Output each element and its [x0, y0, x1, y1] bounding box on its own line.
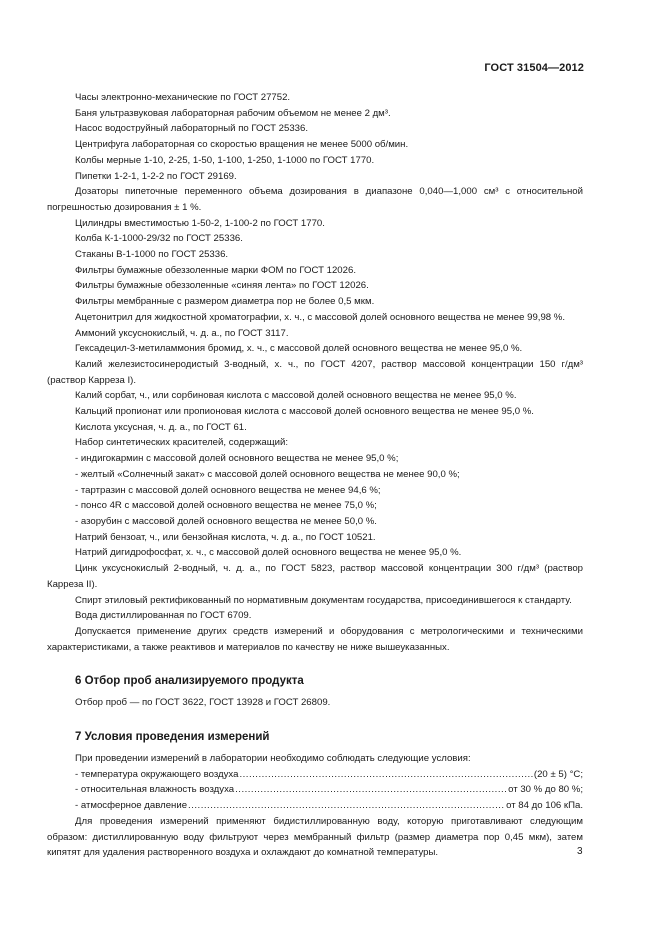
- paragraph: Отбор проб — по ГОСТ 3622, ГОСТ 13928 и ГОСТ 26809.: [75, 697, 331, 709]
- section-6-heading: 6 Отбор проб анализируемого продукта: [75, 675, 304, 688]
- paragraph: Насос водоструйный лабораторный по ГОСТ 25336.: [75, 123, 308, 135]
- paragraph: Для проведения измерений применяют бидистиллированную воду, которую приготавливают следующим образом: дистиллированную воду фильтруют через мембранный фильтр (размер диаметра пор 0,45 мкм), затем кипятят для удаления растворенного воздуха и охлаждают до комнатной температуры.: [47, 815, 583, 859]
- condition-label: - атмосферное давление: [75, 800, 188, 812]
- paragraph: Цилиндры вместимостью 1-50-2, 1-100-2 по ГОСТ 1770.: [75, 217, 325, 229]
- list-item: - тартразин с массовой долей основного вещества не менее 94,6 %;: [75, 484, 381, 496]
- paragraph: Натрий бензоат, ч., или бензойная кислота, ч. д. а., по ГОСТ 10521.: [75, 531, 376, 543]
- paragraph: Аммоний уксуснокислый, ч. д. а., по ГОСТ 3117.: [75, 327, 289, 339]
- paragraph: Кальций пропионат или пропионовая кислота с массовой долей основного вещества не менее 95,0 %.: [75, 406, 534, 418]
- paragraph: Цинк уксуснокислый 2-водный, ч. д. а., по ГОСТ 5823, раствор массовой концентрации 300 г/дм³ (раствор Карреза II).: [47, 563, 583, 590]
- condition-row: [47, 767, 583, 783]
- paragraph: Фильтры бумажные обеззоленные «синяя лента» по ГОСТ 12026.: [75, 280, 369, 292]
- paragraph: Баня ультразвуковая лабораторная рабочим объемом не менее 2 дм³.: [75, 107, 391, 119]
- condition-label: - относительная влажность воздуха: [75, 784, 235, 796]
- paragraph: Ацетонитрил для жидкостной хроматографии, х. ч., с массовой долей основного вещества не менее 99,98 %.: [75, 311, 566, 323]
- list-item: - желтый «Солнечный закат» с массовой долей основного вещества не менее 90,0 %;: [75, 468, 460, 480]
- paragraph: Колба К-1-1000-29/32 по ГОСТ 25336.: [75, 233, 243, 245]
- paragraph: Фильтры мембранные с размером диаметра пор не более 0,5 мкм.: [75, 296, 375, 308]
- paragraph: Калий железистосинеродистый 3-водный, х. ч., по ГОСТ 4207, раствор массовой концентрации 150 г/дм³ (раствор Карреза I).: [47, 358, 583, 386]
- paragraph: Стаканы В-1-1000 по ГОСТ 25336.: [75, 249, 229, 261]
- paragraph: Кислота уксусная, ч. д. а., по ГОСТ 61.: [75, 421, 247, 433]
- list-item: - азорубин с массовой долей основного вещества не менее 50,0 %.: [75, 515, 377, 527]
- paragraph: Фильтры бумажные обеззоленные марки ФОМ по ГОСТ 12026.: [75, 264, 356, 276]
- paragraph: Дозаторы пипеточные переменного объема дозирования в диапазоне 0,040—1,000 см³ с относительной погрешностью дозирования ± 1 %.: [47, 186, 583, 213]
- paragraph: Калий сорбат, ч., или сорбиновая кислота с массовой долей основного вещества не менее 95,0 %.: [75, 390, 517, 402]
- condition-value: от 84 до 106 кПа.: [506, 800, 583, 812]
- paragraph: Вода дистиллированная по ГОСТ 6709.: [75, 610, 252, 622]
- condition-label: - температура окружающего воздуха: [75, 768, 239, 780]
- paragraph: Часы электронно-механические по ГОСТ 27752.: [75, 92, 291, 103]
- paragraph: Спирт этиловый ректификованный по нормативным документам государства, присоединившегося к стандарту.: [75, 594, 572, 606]
- dot-leader: [235, 782, 507, 798]
- condition-value: (20 ± 5) °С;: [533, 768, 583, 780]
- dot-leader: [188, 798, 505, 814]
- paragraph: Пипетки 1-2-1, 1-2-2 по ГОСТ 29169.: [75, 170, 237, 182]
- section-7-heading: 7 Условия проведения измерений: [75, 731, 270, 744]
- paragraph: Натрий дигидрофосфат, х. ч., с массовой долей основного вещества не менее 95,0 %.: [75, 547, 462, 559]
- condition-row: [47, 782, 583, 798]
- page-content: [47, 90, 583, 861]
- paragraph: Центрифуга лабораторная со скоростью вращения не менее 5000 об/мин.: [75, 139, 409, 151]
- list-item: - индигокармин с массовой долей основного вещества не менее 95,0 %;: [75, 453, 399, 465]
- document-code: ГОСТ 31504—2012: [484, 62, 584, 74]
- page-number: 3: [577, 846, 583, 857]
- paragraph: Гексадецил-3-метиламмония бромид, х. ч., с массовой долей основного вещества не менее 95,0 %.: [75, 343, 523, 355]
- paragraph: Допускается применение других средств измерений и оборудования с метрологическими и техническими характеристиками, а также реактивов и материалов по качеству не ниже вышеуказанных.: [47, 625, 583, 653]
- paragraph: Набор синтетических красителей, содержащий:: [75, 437, 289, 449]
- condition-row: [47, 798, 583, 814]
- condition-value: от 30 % до 80 %;: [508, 784, 583, 796]
- dot-leader: [239, 767, 532, 783]
- list-item: - понсо 4R с массовой долей основного вещества не менее 75,0 %;: [75, 500, 377, 512]
- paragraph: При проведении измерений в лаборатории необходимо соблюдать следующие условия:: [75, 753, 471, 765]
- paragraph: Колбы мерные 1-10, 2-25, 1-50, 1-100, 1-250, 1-1000 по ГОСТ 1770.: [75, 154, 375, 166]
